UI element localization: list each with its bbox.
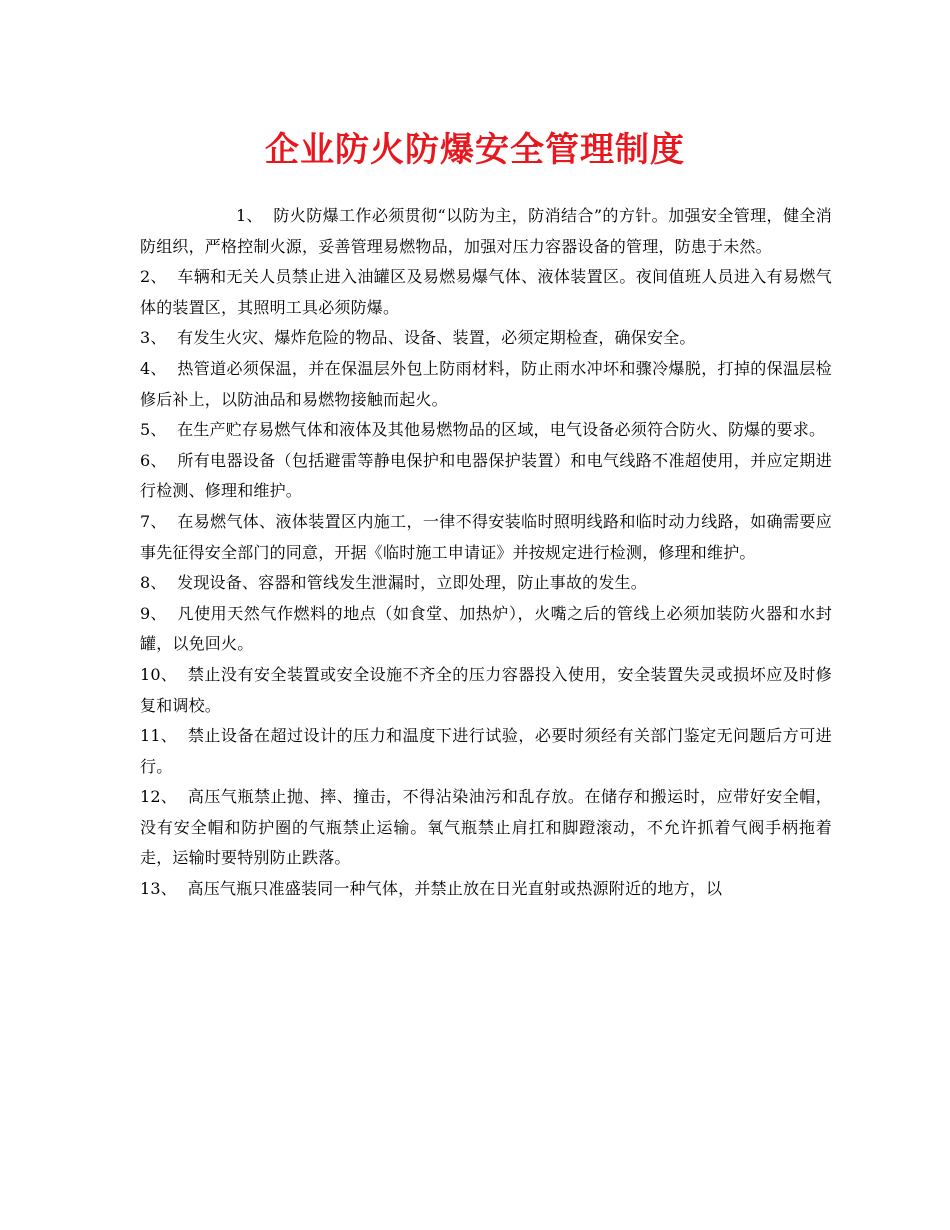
regulation-item-12 <box>140 782 832 874</box>
item-text: 车辆和无关人员禁止进入油罐区及易燃易爆气体、液体装置区。夜间值班人员进入有易燃气体的装置区，其照明工具必须防爆。 <box>140 267 832 317</box>
item-number: 2、 <box>140 267 178 287</box>
item-text: 有发生火灾、爆炸危险的物品、设备、装置，必须定期检查，确保安全。 <box>177 328 696 348</box>
item-text: 在易燃气体、液体装置区内施工，一律不得安装临时照明线路和临时动力线路，如确需要应事先征得安全部门的同意，开据《临时施工申请证》并按规定进行检测，修理和维护。 <box>140 511 832 562</box>
item-text: 禁止没有安全装置或安全设施不齐全的压力容器投入使用，安全装置失灵或损坏应及时修复和调校。 <box>140 664 832 715</box>
item-number: 6、 <box>140 450 178 470</box>
regulation-item-8 <box>140 568 832 599</box>
item-number: 9、 <box>140 603 178 623</box>
item-number: 13、 <box>140 879 188 899</box>
regulation-item-9 <box>140 599 832 660</box>
regulation-item-3 <box>140 323 832 354</box>
item-number: 7、 <box>140 511 178 531</box>
item-text: 发现设备、容器和管线发生泄漏时，立即处理，防止事故的发生。 <box>177 573 647 593</box>
item-text: 凡使用天然气作燃料的地点（如食堂、加热炉），火嘴之后的管线上必须加装防火器和水封罐，以免回火。 <box>140 603 832 654</box>
item-text: 高压气瓶只准盛装同一种气体，并禁止放在日光直射或热源附近的地方，以 <box>187 879 723 899</box>
regulation-item-1 <box>140 201 832 262</box>
item-text: 禁止设备在超过设计的压力和温度下进行试验，必要时须经有关部门鉴定无问题后方可进行。 <box>140 726 832 776</box>
item-number: 1、 <box>236 206 274 225</box>
regulation-item-10 <box>140 660 832 721</box>
item-number: 10、 <box>140 664 188 684</box>
regulation-item-13 <box>140 874 832 905</box>
item-number: 11、 <box>140 726 188 746</box>
regulation-item-5 <box>140 415 832 446</box>
item-number: 8、 <box>140 573 178 593</box>
regulation-item-6 <box>140 446 832 507</box>
item-number: 4、 <box>140 358 178 378</box>
regulation-list <box>140 201 832 905</box>
regulation-item-2 <box>140 262 832 323</box>
item-text: 高压气瓶禁止抛、摔、撞击，不得沾染油污和乱存放。在储存和搬运时，应带好安全帽，没有安全帽和防护圈的气瓶禁止运输。氧气瓶禁止肩扛和脚蹬滚动，不允许抓着气阀手柄拖着走，运输时要特别防止跌落。 <box>140 787 832 868</box>
document-title: 企业防火防爆安全管理制度 <box>265 130 685 170</box>
regulation-item-11 <box>140 721 832 782</box>
regulation-item-4 <box>140 354 832 415</box>
regulation-item-7 <box>140 507 832 568</box>
item-number: 12、 <box>140 787 188 807</box>
item-text: 在生产贮存易燃气体和液体及其他易燃物品的区域，电气设备必须符合防火、防爆的要求。 <box>177 420 826 440</box>
item-number: 5、 <box>140 420 178 440</box>
item-text: 防火防爆工作必须贯彻“以防为主，防消结合”的方针。加强安全管理，健全消防组织，严格控制火源，妥善管理易燃物品，加强对压力容器设备的管理，防患于未然。 <box>140 206 832 256</box>
item-text: 热管道必须保温，并在保温层外包上防雨材料，防止雨水冲坏和骤冷爆脱，打掉的保温层检修后补上，以防油品和易燃物接触而起火。 <box>140 358 832 409</box>
item-text: 所有电器设备（包括避雷等静电保护和电器保护装置）和电气线路不准超使用，并应定期进行检测、修理和维护。 <box>140 450 832 501</box>
item-number: 3、 <box>140 328 178 348</box>
